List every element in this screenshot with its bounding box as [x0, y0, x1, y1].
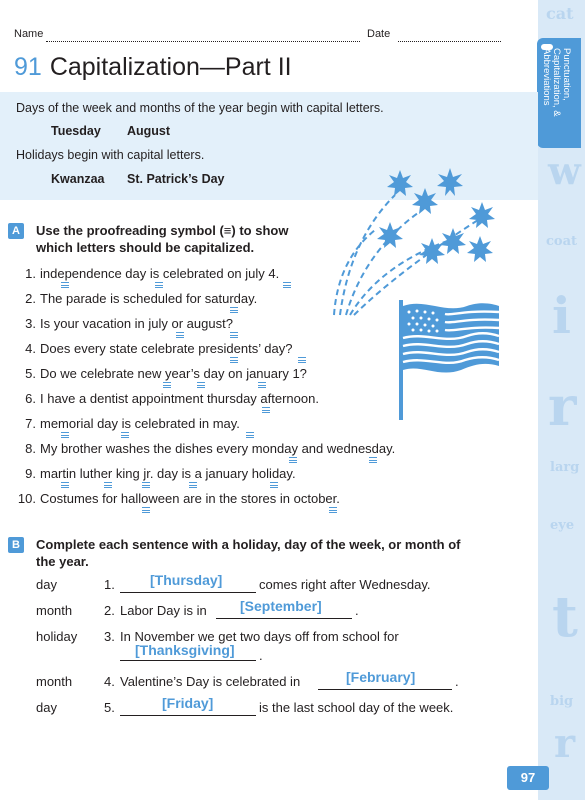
item-text[interactable]: The parade is scheduled for saturday. — [40, 291, 258, 306]
date-blank[interactable] — [398, 40, 501, 42]
page-number: 97 — [507, 766, 549, 790]
proofreading-mark-icon — [61, 482, 69, 490]
name-blank[interactable] — [46, 40, 360, 42]
list-item — [16, 465, 296, 482]
proofreading-mark-icon — [230, 357, 238, 365]
sidebar-letter: larg — [550, 460, 580, 475]
name-label: Name — [14, 28, 44, 40]
word-hint: month — [36, 603, 73, 618]
proofreading-mark-icon — [258, 382, 266, 390]
sidebar-letter: t — [552, 584, 578, 650]
rule-text: Holidays begin with capital letters. — [16, 148, 205, 162]
sidebar-letter: i — [552, 286, 571, 345]
item-number: 9. — [25, 466, 36, 481]
proofreading-mark-icon — [197, 382, 205, 390]
answer-text: [September] — [240, 598, 322, 614]
example-word: Tuesday — [51, 124, 101, 138]
item-number: 4. — [25, 341, 36, 356]
sidebar-letter: r — [548, 374, 577, 438]
word-hint: day — [36, 577, 57, 592]
proofreading-mark-icon — [142, 482, 150, 490]
item-text[interactable]: Do we celebrate new year’s day on january 1? — [40, 366, 307, 381]
fireworks-stars-icon — [320, 160, 510, 320]
proofreading-mark-icon — [155, 282, 163, 290]
section-a-instruction: which letters should be capitalized. — [36, 240, 255, 255]
proofreading-mark-icon — [61, 282, 69, 290]
proofreading-mark-icon — [104, 482, 112, 490]
sentence-text: Labor Day is in — [120, 603, 207, 618]
item-number: 2. — [104, 603, 115, 618]
sentence-text: is the last school day of the week. — [259, 700, 454, 715]
proofreading-mark-icon — [329, 507, 337, 515]
proofreading-mark-icon — [270, 482, 278, 490]
answer-text: [February] — [346, 669, 416, 685]
list-item — [16, 340, 292, 357]
proofreading-mark-icon — [298, 357, 306, 365]
lesson-number: 91 — [14, 53, 42, 81]
page-title — [14, 53, 292, 82]
item-number: 2. — [25, 291, 36, 306]
list-item — [16, 290, 257, 307]
proofreading-mark-icon — [61, 432, 69, 440]
item-text[interactable]: I have a dentist appointment thursday afternoon. — [40, 391, 319, 406]
sentence-text: In November we get two days off from school for — [120, 629, 399, 644]
item-number: 5. — [104, 700, 115, 715]
sidebar-letter: cat — [546, 4, 574, 23]
sidebar-letter: r — [554, 720, 576, 767]
item-number: 10. — [17, 491, 36, 506]
list-item — [16, 365, 307, 382]
item-number: 1. — [104, 577, 115, 592]
proofreading-mark-icon — [289, 457, 297, 465]
sentence-text: . — [259, 648, 263, 663]
item-text[interactable]: independence day is celebrated on july 4. — [40, 266, 280, 281]
list-item — [16, 390, 319, 407]
title-text: Capitalization—Part II — [49, 53, 292, 81]
answer-text: [Thanksgiving] — [135, 642, 235, 658]
list-item — [16, 440, 395, 457]
date-label: Date — [367, 28, 391, 40]
list-item — [16, 490, 340, 507]
proofreading-mark-icon — [189, 482, 197, 490]
sentence-text: Valentine’s Day is celebrated in — [120, 674, 301, 689]
item-number: 3. — [104, 629, 115, 644]
sidebar-letter: coat — [546, 234, 578, 249]
sentence-text: . — [455, 674, 459, 689]
proofreading-mark-icon — [163, 382, 171, 390]
word-hint: day — [36, 700, 57, 715]
proofreading-mark-icon — [230, 307, 238, 315]
example-word: August — [127, 124, 171, 138]
word-hint: month — [36, 674, 73, 689]
item-text[interactable]: memorial day is celebrated in may. — [40, 416, 240, 431]
section-a-instruction: Use the proofreading symbol (≡) to show — [36, 223, 289, 238]
item-text[interactable]: Is your vacation in july or august? — [40, 316, 233, 331]
proofreading-mark-icon — [176, 332, 184, 340]
list-item — [16, 415, 240, 432]
item-number: 1. — [25, 266, 36, 281]
list-item — [16, 265, 279, 282]
item-number: 5. — [25, 366, 36, 381]
proofreading-mark-icon — [230, 332, 238, 340]
section-b-instruction: the year. — [36, 554, 89, 569]
item-text[interactable]: martin luther king jr. day is a january holiday. — [40, 466, 296, 481]
answer-text: [Thursday] — [150, 572, 223, 588]
american-flag-icon — [395, 300, 505, 420]
sidebar-letter: big — [550, 694, 574, 709]
proofreading-mark-icon — [283, 282, 291, 290]
list-item — [16, 315, 233, 332]
section-b-badge: B — [8, 537, 24, 553]
proofreading-mark-icon — [142, 507, 150, 515]
proofreading-mark-icon — [121, 432, 129, 440]
item-number: 7. — [25, 416, 36, 431]
sidebar-letter: w — [548, 148, 581, 193]
section-tab-label: Punctuation, Capitalization, & Abbreviations — [541, 48, 572, 117]
example-word: Kwanzaa — [51, 172, 105, 186]
proofreading-mark-icon — [369, 457, 377, 465]
section-b-instruction: Complete each sentence with a holiday, day of the week, or month of — [36, 537, 461, 552]
section-a-badge: A — [8, 223, 24, 239]
item-text[interactable]: My brother washes the dishes every monday and wednesday. — [40, 441, 396, 456]
item-text[interactable]: Does every state celebrate presidents’ day? — [40, 341, 293, 356]
item-number: 3. — [25, 316, 36, 331]
item-number: 4. — [104, 674, 115, 689]
item-number: 6. — [25, 391, 36, 406]
answer-text: [Friday] — [162, 695, 214, 711]
rule-text: Days of the week and months of the year begin with capital letters. — [16, 101, 384, 115]
example-word: St. Patrick’s Day — [127, 172, 225, 186]
proofreading-mark-icon — [246, 432, 254, 440]
item-number: 8. — [25, 441, 36, 456]
sidebar-letter: eye — [550, 518, 575, 533]
word-hint: holiday — [36, 629, 78, 644]
sentence-text: comes right after Wednesday. — [259, 577, 431, 592]
item-text[interactable]: Costumes for halloween are in the stores in october. — [40, 491, 340, 506]
proofreading-mark-icon — [262, 407, 270, 415]
sentence-text: . — [355, 603, 359, 618]
